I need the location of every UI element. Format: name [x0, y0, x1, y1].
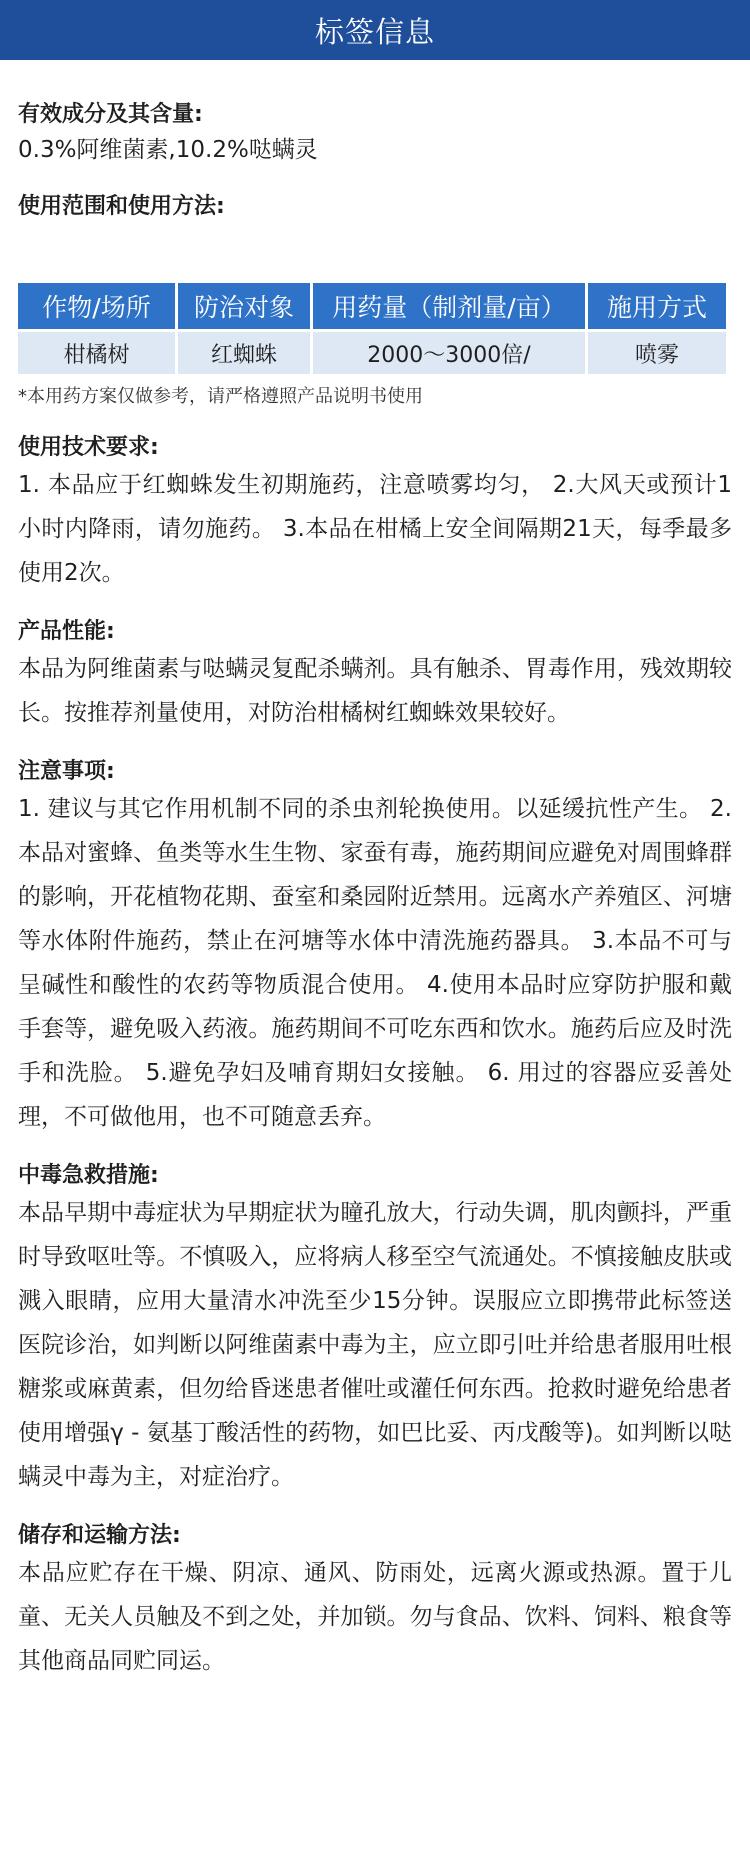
- cautions-text: 1. 建议与其它作用机制不同的杀虫剂轮换使用。以延缓抗性产生。 2.本品对蜜蜂、鱼类等水生生物、家蚕有毒，施药期间应避免对周围蜂群的影响，开花植物花期、蚕室和桑园附近禁用。远离水产养殖区、河塘等水体附件施药，禁止在河塘等水体中清洗施药器具。 3.本品不可与呈碱性和酸性的农药等物质混合使用。 4.使用本品时应穿防护服和戴手套等，避免吸入药液。施药期间不可吃东西和饮水。施药后应及时洗手和洗脸。 5.避免孕妇及哺育期妇女接触。 6. 用过的容器应妥善处理，不可做他用，也不可随意丢弃。: [18, 796, 732, 1130]
- cell-target: 红蜘蛛: [178, 332, 310, 374]
- usage-section: [18, 192, 732, 411]
- ingredients-title: 有效成分及其含量:: [18, 102, 203, 127]
- first-aid-section: [18, 1161, 732, 1499]
- cautions-section: [18, 757, 732, 1139]
- first-aid-title: 中毒急救措施:: [18, 1163, 159, 1188]
- performance-text: 本品为阿维菌素与哒螨灵复配杀螨剂。具有触杀、胃毒作用，残效期较长。按推荐剂量使用，对防治柑橘树红蜘蛛效果较好。: [18, 656, 732, 726]
- page-title: 标签信息: [314, 14, 435, 49]
- column-header-dosage: 用药量（制剂量/亩）: [313, 283, 585, 329]
- storage-section: [18, 1521, 732, 1683]
- first-aid-text: 本品早期中毒症状为早期症状为瞳孔放大，行动失调，肌肉颤抖，严重时导致呕吐等。不慎吸入，应将病人移至空气流通处。不慎接触皮肤或溅入眼睛，应用大量清水冲洗至少15分钟。误服应立即携带此标签送医院诊治，如判断以阿维菌素中毒为主，应立即引吐并给患者服用吐根糖浆或麻黄素，但勿给昏迷患者催吐或灌任何东西。抢救时避免给患者使用增强γ - 氨基丁酸活性的药物，如巴比妥、丙戊酸等)。如判断以哒螨灵中毒为主，对症治疗。: [18, 1200, 732, 1490]
- usage-title: 使用范围和使用方法:: [18, 194, 225, 219]
- tech-requirements-text: 1. 本品应于红蜘蛛发生初期施药，注意喷雾均匀， 2.大风天或预计1小时内降雨，请勿施药。 3.本品在柑橘上安全间隔期21天，每季最多使用2次。: [18, 472, 732, 586]
- ingredients-text: 0.3%阿维菌素,10.2%哒螨灵: [18, 137, 318, 163]
- tech-requirements-title: 使用技术要求:: [18, 435, 159, 460]
- cell-dosage: 2000～3000倍/: [313, 332, 585, 374]
- column-header-method: 施用方式: [588, 283, 726, 329]
- storage-title: 储存和运输方法:: [18, 1523, 181, 1548]
- usage-spacer: [18, 222, 732, 266]
- header-bar: [0, 0, 750, 60]
- table-row: [18, 332, 726, 374]
- dosage-table: [15, 280, 729, 377]
- ingredients-section: [18, 100, 732, 170]
- tech-requirements-section: [18, 433, 732, 595]
- label-content: [0, 60, 750, 1683]
- cell-method: 喷雾: [588, 332, 726, 374]
- storage-text: 本品应贮存在干燥、阴凉、通风、防雨处，远离火源或热源。置于儿童、无关人员触及不到之处，并加锁。勿与食品、饮料、饲料、粮食等其他商品同贮同运。: [18, 1560, 732, 1674]
- usage-note: *本用药方案仅做参考，请严格遵照产品说明书使用: [18, 386, 423, 407]
- performance-section: [18, 617, 732, 735]
- dosage-table-header: [18, 283, 726, 329]
- performance-title: 产品性能:: [18, 619, 115, 644]
- cautions-title: 注意事项:: [18, 759, 115, 784]
- column-header-target: 防治对象: [178, 283, 310, 329]
- column-header-crop: 作物/场所: [18, 283, 175, 329]
- cell-crop: 柑橘树: [18, 332, 175, 374]
